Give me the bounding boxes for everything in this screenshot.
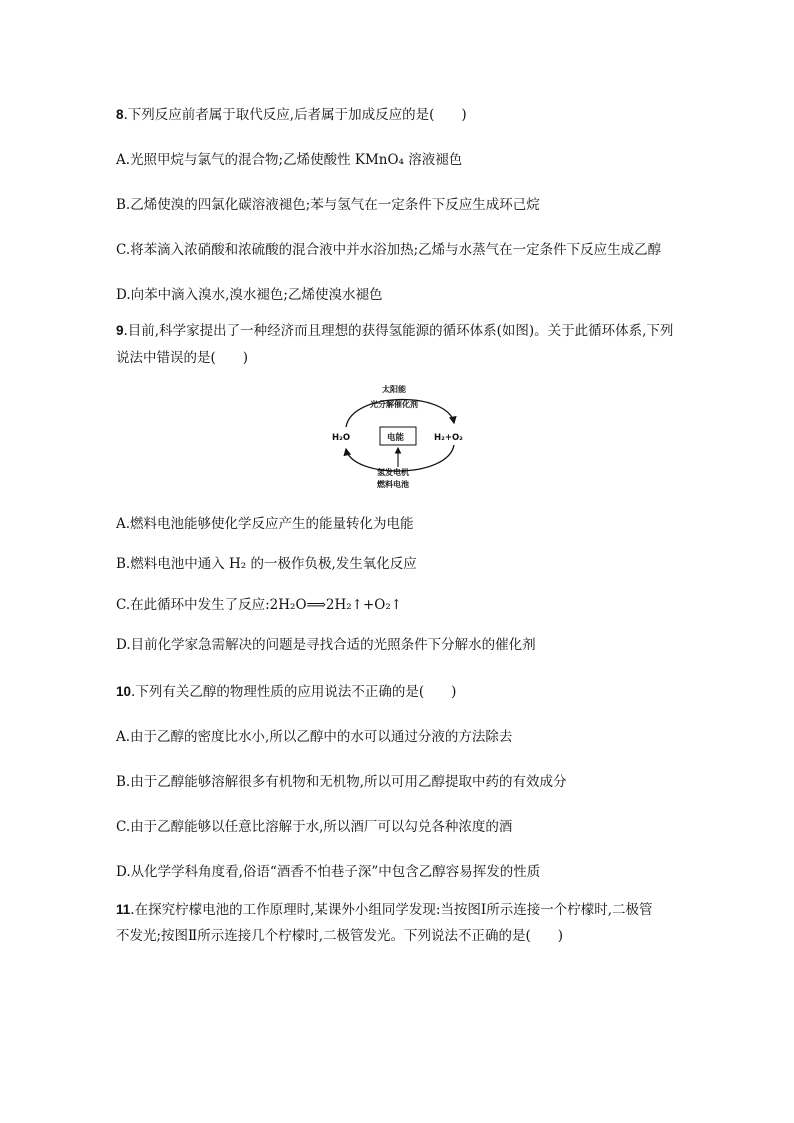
q11-stem <box>116 898 653 918</box>
diagram-top-label-1: 太阳能 <box>382 385 406 394</box>
q10-number: 10 <box>116 684 132 699</box>
q9-option-a: A.燃料电池能够使化学反应产生的能量转化为电能 <box>116 516 414 532</box>
q8-number: 8 <box>116 107 124 122</box>
diagram-right-label: H₂+O₂ <box>434 433 463 443</box>
diagram-bottom-label-2: 燃料电池 <box>377 480 409 489</box>
diagram-center-label: 电能 <box>387 433 405 443</box>
q11-stem-line2: 不发光;按图Ⅱ所示连接几个柠檬时,二极管发光。下列说法不正确的是( ) <box>116 928 564 944</box>
q10-option-a: A.由于乙醇的密度比水小,所以乙醇中的水可以通过分液的方法除去 <box>116 729 513 745</box>
diagram-top-label-2: 光分解催化剂 <box>370 400 418 409</box>
q10-stem-text: .下列有关乙醇的物理性质的应用说法不正确的是( ) <box>131 684 457 700</box>
diagram-left-label: H₂O <box>332 433 351 443</box>
q9-stem <box>116 319 673 339</box>
q9-number: 9 <box>116 323 124 338</box>
q8-option-b: B.乙烯使溴的四氯化碳溶液褪色;苯与氢气在一定条件下反应生成环己烷 <box>116 197 540 213</box>
q8-option-c: C.将苯滴入浓硝酸和浓硫酸的混合液中并水浴加热;乙烯与水蒸气在一定条件下反应生成乙醇 <box>116 242 662 258</box>
q10-option-b: B.由于乙醇能够溶解很多有机物和无机物,所以可用乙醇提取中药的有效成分 <box>116 774 567 790</box>
q8-stem <box>116 103 467 123</box>
q9-option-d: D.目前化学家急需解决的问题是寻找合适的光照条件下分解水的催化剂 <box>116 637 536 653</box>
q11-stem-line1: .在探究柠檬电池的工作原理时,某课外小组同学发现:当按图Ⅰ所示连接一个柠檬时,二极管 <box>130 902 653 918</box>
q9-option-b: B.燃料电池中通入 H₂ 的一极作负极,发生氧化反应 <box>116 556 417 572</box>
q11-number: 11 <box>116 902 131 917</box>
hydrogen-cycle-diagram <box>330 383 470 491</box>
q8-stem-text: .下列反应前者属于取代反应,后者属于加成反应的是( ) <box>123 107 467 123</box>
q10-stem <box>116 680 456 700</box>
q8-option-a: A.光照甲烷与氯气的混合物;乙烯使酸性 KMnO₄ 溶液褪色 <box>116 152 463 168</box>
q10-option-c: C.由于乙醇能够以任意比溶解于水,所以酒厂可以勾兑各种浓度的酒 <box>116 819 513 835</box>
q8-option-d: D.向苯中滴入溴水,溴水褪色;乙烯使溴水褪色 <box>116 287 383 303</box>
q9-stem-line2: 说法中错误的是( ) <box>116 350 249 366</box>
q9-stem-line1: .目前,科学家提出了一种经济而且理想的获得氢能源的循环体系(如图)。关于此循环体系,下列 <box>123 323 674 339</box>
q9-option-c: C.在此循环中发生了反应:2H₂O⟹2H₂↑+O₂↑ <box>116 597 403 613</box>
diagram-bottom-label-1: 氢发电机 <box>377 468 409 477</box>
q10-option-d: D.从化学学科角度看,俗语“酒香不怕巷子深”中包含乙醇容易挥发的性质 <box>116 864 541 880</box>
